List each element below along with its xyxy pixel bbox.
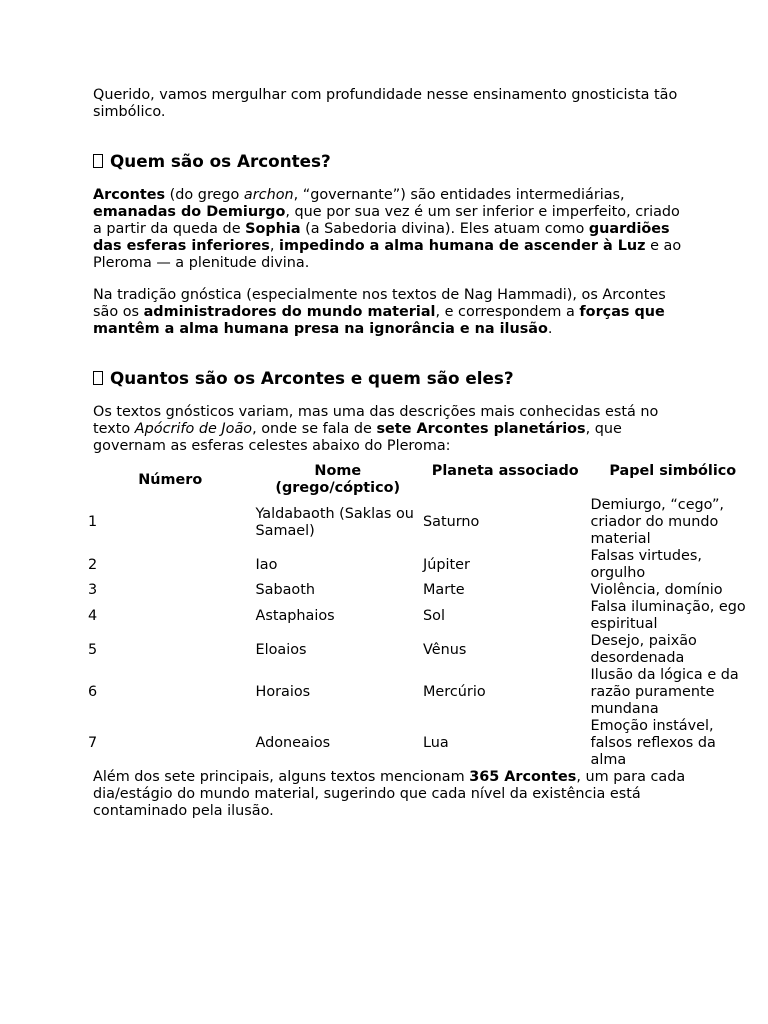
table-cell: Violência, domínio (590, 582, 723, 598)
missing-glyph-icon (93, 154, 103, 168)
text-run: Arcontes (93, 187, 166, 203)
header-cell: Nome (grego/cóptico) (275, 463, 401, 496)
text-run: . (547, 321, 553, 337)
paragraph-tradition (93, 287, 693, 338)
table-cell: Vênus (423, 641, 467, 658)
text-run: , onde se fala de (252, 421, 377, 437)
text-run: (a Sabedoria divina). Eles atuam como (300, 221, 589, 237)
text-run: , um para cada dia/estágio do mundo material, sugerindo que cada nível da existência está contaminado pela ilusão. (93, 769, 686, 819)
table-row (85, 667, 755, 718)
text-run: Sophia (245, 221, 301, 237)
text-run: administradores do mundo material (143, 304, 436, 320)
table-cell: Horaios (255, 684, 311, 700)
text-run: , e correspondem a (435, 304, 580, 320)
table-cell: Adoneaios (255, 735, 331, 751)
missing-glyph-icon (93, 371, 103, 385)
text-run: Além dos sete principais, alguns textos mencionam (93, 769, 470, 785)
header-cell: Planeta associado (431, 463, 579, 479)
paragraph-365 (93, 769, 693, 820)
table-row (85, 497, 755, 548)
table-cell: Marte (423, 582, 465, 598)
section-heading-quantos (93, 368, 693, 388)
table-cell: 5 (88, 641, 98, 658)
text-run: (do grego (165, 187, 244, 203)
arcontes-table (85, 463, 755, 769)
text-run: , que por sua vez é um ser inferior e imperfeito, criado a partir da queda de (93, 204, 680, 237)
table-cell: Lua (423, 735, 449, 751)
paragraph-textos (93, 404, 693, 455)
table-cell: Demiurgo, “cego”, criador do mundo material (590, 497, 724, 547)
table-cell: Eloaios (255, 641, 307, 658)
table-cell: Iao (255, 556, 278, 573)
text-run: emanadas do Demiurgo (93, 204, 286, 220)
section-heading-text: Quem são os Arcontes? (110, 151, 331, 171)
text-run: Na tradição gnóstica (especialmente nos textos de Nag Hammadi), os Arcontes são os (93, 287, 666, 320)
table-row (85, 582, 755, 599)
table-cell: Yaldabaoth (Saklas ou Samael) (255, 505, 414, 539)
table-cell: Saturno (423, 514, 480, 530)
table-cell: Mercúrio (423, 684, 486, 700)
document-body (88, 87, 746, 820)
table-row (85, 633, 755, 667)
text-run: , (269, 238, 280, 254)
paragraph-definition (93, 187, 693, 272)
intro-paragraph: Querido, vamos mergulhar com profundidade nesse ensinamento gnosticista tão simbólico. (93, 87, 678, 120)
text-run: 365 Arcontes (469, 769, 577, 785)
text-run: sete Arcontes planetários (376, 421, 586, 437)
table-row (85, 548, 755, 582)
table-cell: 3 (88, 582, 98, 598)
table-cell: Falsa iluminação, ego espiritual (590, 599, 746, 632)
text-run: forças que mantêm a alma humana presa na ignorância e na ilusão (93, 304, 665, 337)
table-cell: Emoção instável, falsos reflexos da alma (590, 718, 716, 768)
table-row (85, 599, 755, 633)
table-row (85, 718, 755, 769)
table-header-row (85, 463, 755, 497)
header-cell: Papel simbólico (609, 463, 737, 479)
table-cell: Desejo, paixão desordenada (590, 633, 697, 666)
table-cell: Júpiter (423, 556, 470, 573)
text-run: , “governante”) são entidades intermediárias, (293, 187, 625, 203)
text-run: , que governam as esferas celestes abaixo do Pleroma: (93, 421, 622, 454)
text-run: Apócrifo de João (134, 421, 253, 437)
table-cell: Sabaoth (255, 582, 315, 598)
table-cell: 6 (88, 684, 98, 700)
text-run: archon (243, 187, 294, 203)
section-heading-text: Quantos são os Arcontes e quem são eles? (110, 368, 514, 388)
table-cell: 2 (88, 556, 98, 573)
text-run: Os textos gnósticos variam, mas uma das descrições mais conhecidas está no texto (93, 404, 659, 437)
header-cell: Número (138, 471, 203, 488)
text-run: impedindo a alma humana de ascender à Luz (279, 238, 646, 254)
table-cell: 1 (88, 514, 98, 530)
table-cell: 4 (88, 607, 98, 624)
table-cell: 7 (88, 735, 98, 751)
text-run: e ao Pleroma — a plenitude divina. (93, 238, 682, 271)
table-cell: Astaphaios (255, 607, 335, 624)
text-run: guardiões das esferas inferiores (93, 221, 670, 254)
table-cell: Sol (423, 607, 445, 624)
section-heading-arcontes (93, 151, 693, 171)
table-cell: Ilusão da lógica e da razão puramente mundana (590, 667, 739, 717)
table-cell: Falsas virtudes, orgulho (590, 548, 702, 581)
